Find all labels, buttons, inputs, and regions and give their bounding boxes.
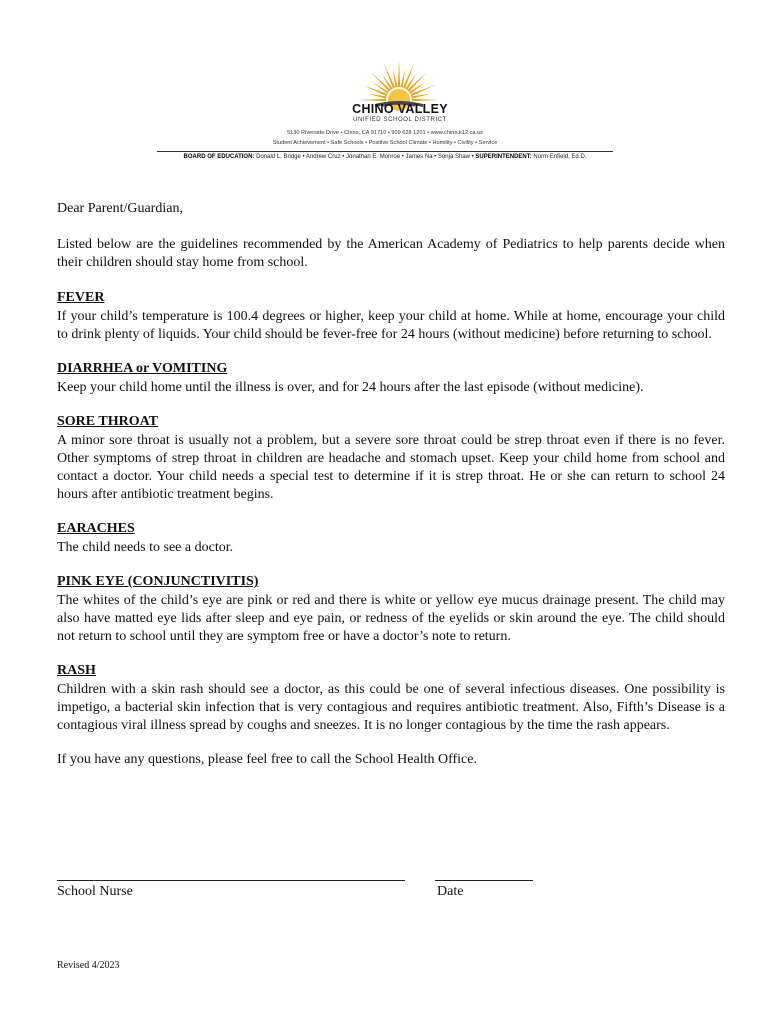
- section-body: If your child’s temperature is 100.4 degrees or higher, keep your child at home. While at home, encourage your child to drink plenty of liquids. Your child should be fever-free for 24 hours (without medicine) before returning to school.: [57, 309, 725, 342]
- revision-note: Revised 4/2023: [57, 960, 120, 971]
- address-line: 5130 Riverside Drive • Chino, CA 91710 • 909 628 1201 • www.chino.k12.ca.us: [287, 130, 483, 136]
- section-body: The whites of the child’s eye are pink or red and there is white or yellow eye mucus drainage present. The child may also have matted eye lids after sleep and eye pain, or redness of the eyelids or skin around the eye. The child should not return to school until they are symptom free or have a doctor’s note to return.: [57, 593, 725, 644]
- section-body: Children with a skin rash should see a doctor, as this could be one of several infectious diseases. One possibility is impetigo, a bacterial skin infection that is very contagious and requires antibiotic treatment. Also, Fifth’s Disease is a contagious viral illness spread by coughs and sneezes. It is no longer contagious by the time the rash appears.: [57, 682, 725, 733]
- section-pink-eye: [57, 573, 725, 646]
- letter-body: [57, 200, 725, 769]
- board-label: BOARD OF EDUCATION:: [183, 154, 255, 160]
- section-body: The child needs to see a doctor.: [57, 540, 234, 555]
- values-line: Student Achievement • Safe Schools • Positive School Climate • Humility • Civility • Service: [272, 140, 498, 146]
- intro-paragraph: Listed below are the guidelines recommended by the American Academy of Pediatrics to help parents decide when their children should stay home from school.: [57, 237, 725, 270]
- date-signature-line: [435, 880, 533, 881]
- section-heading: DIARRHEA or VOMITING: [57, 361, 228, 376]
- section-rash: [57, 662, 725, 735]
- nurse-label: School Nurse: [57, 884, 133, 899]
- date-label: Date: [437, 884, 464, 899]
- signature-area: [57, 862, 725, 922]
- board-line: [0, 154, 770, 160]
- letterhead-divider: [157, 151, 613, 152]
- section-body: A minor sore throat is usually not a problem, but a severe sore throat could be strep throat even if there is no fever. Other symptoms of strep throat in children are headache and stomach upset. Keep your child home from school and contact a doctor. Your child needs a special test to determine if it is strep throat. He or she can return to school 24 hours after antibiotic treatment begins.: [57, 433, 725, 502]
- section-diarrhea-vomiting: [57, 360, 725, 397]
- section-heading: RASH: [57, 663, 96, 678]
- section-heading: FEVER: [57, 290, 105, 305]
- section-fever: [57, 289, 725, 344]
- section-earaches: [57, 520, 725, 557]
- district-name-block: [340, 102, 460, 125]
- section-heading: SORE THROAT: [57, 414, 159, 429]
- section-heading: EARACHES: [57, 521, 135, 536]
- district-name: CHINO VALLEY: [352, 102, 448, 116]
- greeting: Dear Parent/Guardian,: [57, 201, 183, 216]
- closing-paragraph: If you have any questions, please feel free to call the School Health Office.: [57, 752, 477, 767]
- section-heading: PINK EYE (CONJUNCTIVITIS): [57, 574, 259, 589]
- nurse-signature-line: [57, 880, 405, 881]
- section-sore-throat: [57, 413, 725, 504]
- superintendent-label: SUPERINTENDENT:: [475, 154, 532, 160]
- district-subtitle: UNIFIED SCHOOL DISTRICT: [353, 117, 447, 123]
- section-body: Keep your child home until the illness is over, and for 24 hours after the last episode (without medicine).: [57, 380, 644, 395]
- superintendent-name: Norm Enfield, Ed.D.: [533, 154, 587, 160]
- board-members: Donald L. Bridge • Andrew Cruz • Jonathan E. Monroe • James Na • Sonja Shaw •: [256, 154, 474, 160]
